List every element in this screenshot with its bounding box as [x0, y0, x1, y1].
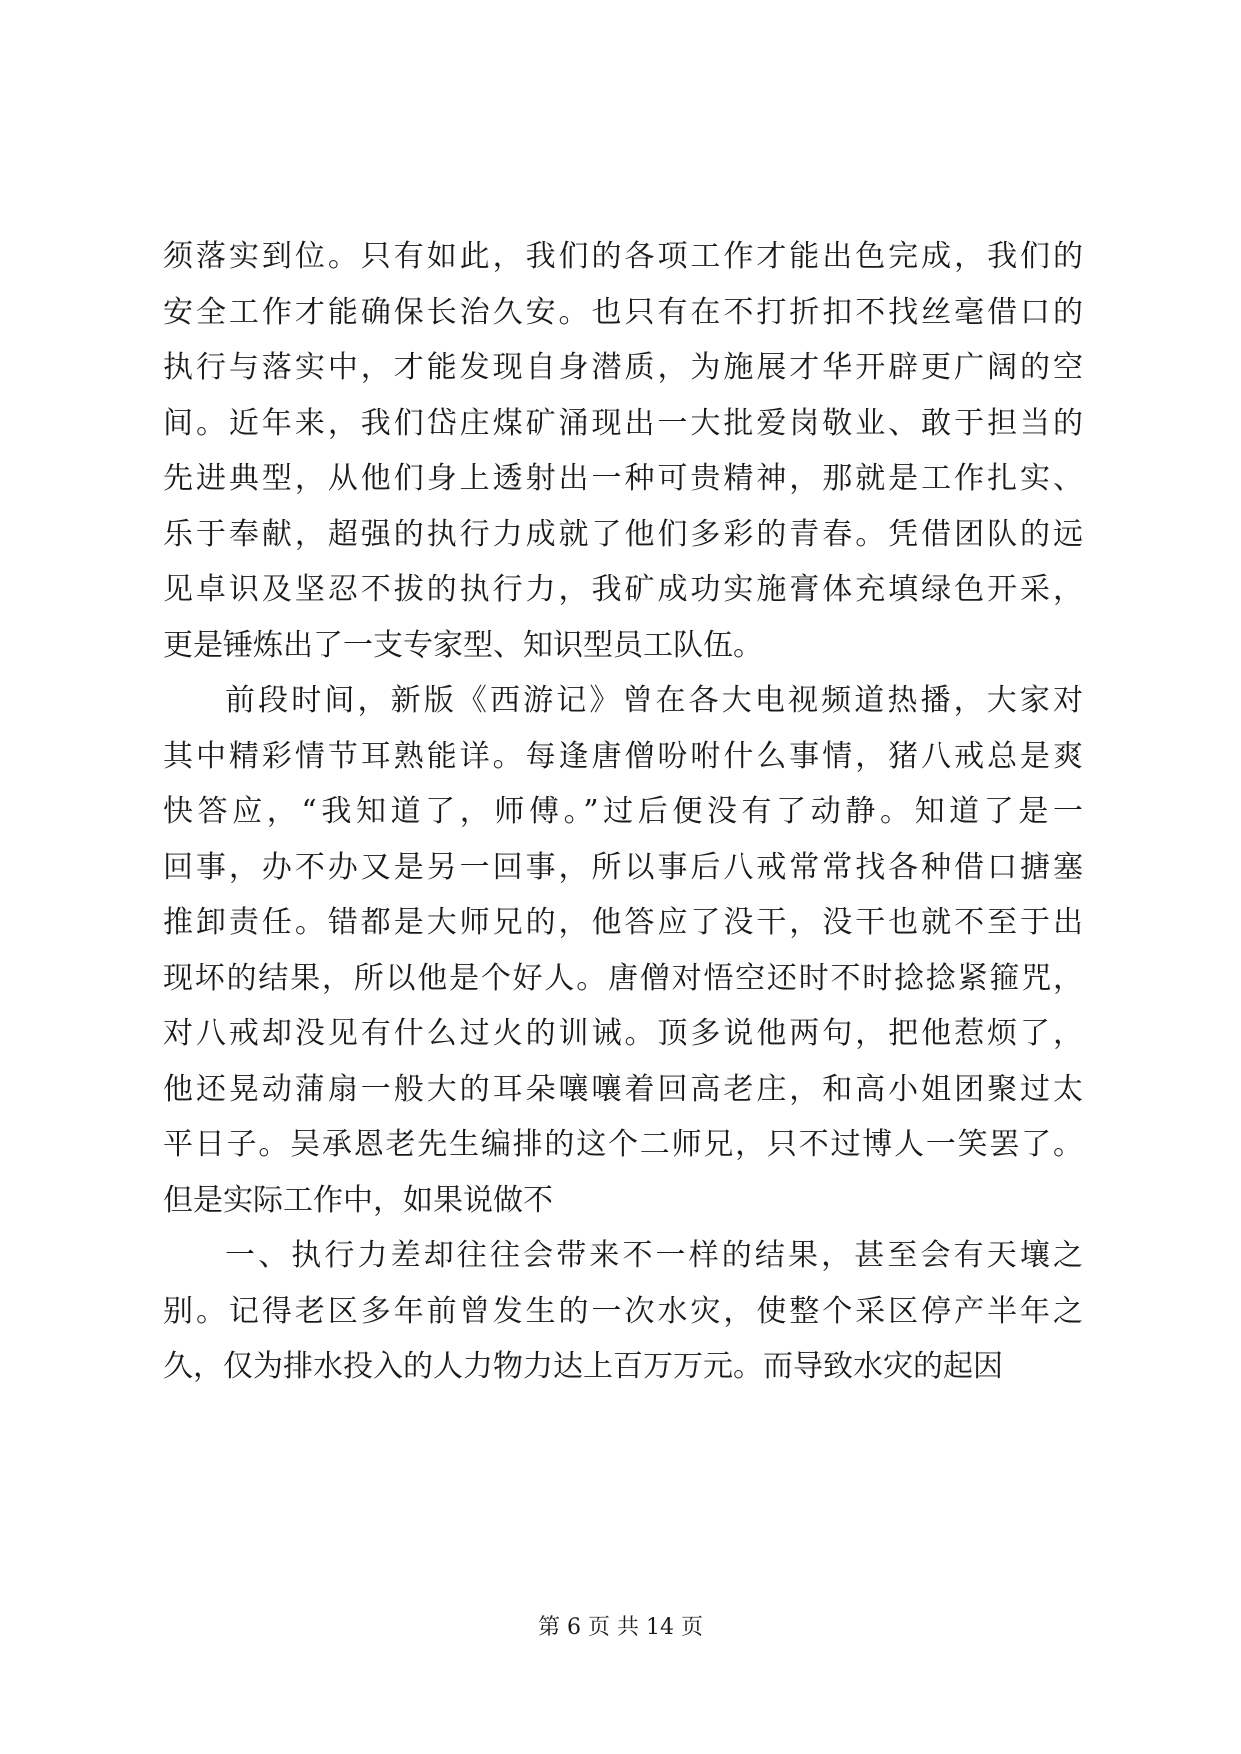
- text-line: 但是实际工作中，如果说做不: [163, 1182, 553, 1218]
- text-line: 见卓识及坚忍不拔的执行力，我矿成功实施膏体充填绿色开采，: [163, 572, 1083, 607]
- text-line: 别。记得老区多年前曾发生的一次水灾，使整个采区停产半年之: [163, 1293, 1083, 1329]
- paragraph: [163, 673, 1083, 1228]
- text-line: 平日子。吴承恩老先生编排的这个二师兄，只不过博人一笑罢了。: [163, 1127, 1083, 1162]
- text-line: 推卸责任。错都是大师兄的，他答应了没干，没干也就不至于出: [163, 905, 1083, 940]
- paragraph: [163, 1228, 1083, 1395]
- text-line: 快答应，“我知道了，师傅。”过后便没有了动静。知道了是一: [163, 794, 1083, 829]
- body-text: [163, 229, 1083, 1395]
- paragraph: [163, 229, 1083, 673]
- text-line: 其中精彩情节耳熟能详。每逢唐僧吩咐什么事情，猪八戒总是爽: [163, 738, 1083, 774]
- text-line: 久，仅为排水投入的人力物力达上百万万元。而导致水灾的起因: [163, 1349, 1003, 1384]
- text-line: 他还晃动蒲扇一般大的耳朵嚷嚷着回高老庄，和高小姐团聚过太: [163, 1071, 1083, 1107]
- text-line: 更是锤炼出了一支专家型、知识型员工队伍。: [163, 627, 763, 663]
- text-line: 一、执行力差却往往会带来不一样的结果，甚至会有天壤之: [225, 1238, 1083, 1273]
- text-line: 对八戒却没见有什么过火的训诫。顶多说他两句，把他惹烦了，: [163, 1016, 1083, 1051]
- text-line: 先进典型，从他们身上透射出一种可贵精神，那就是工作扎实、: [163, 461, 1083, 496]
- text-line: 安全工作才能确保长治久安。也只有在不打折扣不找丝毫借口的: [163, 294, 1083, 330]
- text-line: 前段时间，新版《西游记》曾在各大电视频道热播，大家对: [225, 683, 1083, 718]
- page-footer: 第 6 页 共 14 页: [538, 1615, 703, 1640]
- text-line: 须落实到位。只有如此，我们的各项工作才能出色完成，我们的: [163, 239, 1083, 274]
- text-line: 现坏的结果，所以他是个好人。唐僧对悟空还时不时捻捻紧箍咒，: [163, 960, 1083, 996]
- text-line: 间。近年来，我们岱庄煤矿涌现出一大批爱岗敬业、敢于担当的: [163, 405, 1083, 441]
- text-line: 乐于奉献，超强的执行力成就了他们多彩的青春。凭借团队的远: [163, 516, 1083, 552]
- text-line: 回事，办不办又是另一回事，所以事后八戒常常找各种借口搪塞: [163, 849, 1083, 885]
- text-line: 执行与落实中，才能发现自身潜质，为施展才华开辟更广阔的空: [163, 350, 1083, 385]
